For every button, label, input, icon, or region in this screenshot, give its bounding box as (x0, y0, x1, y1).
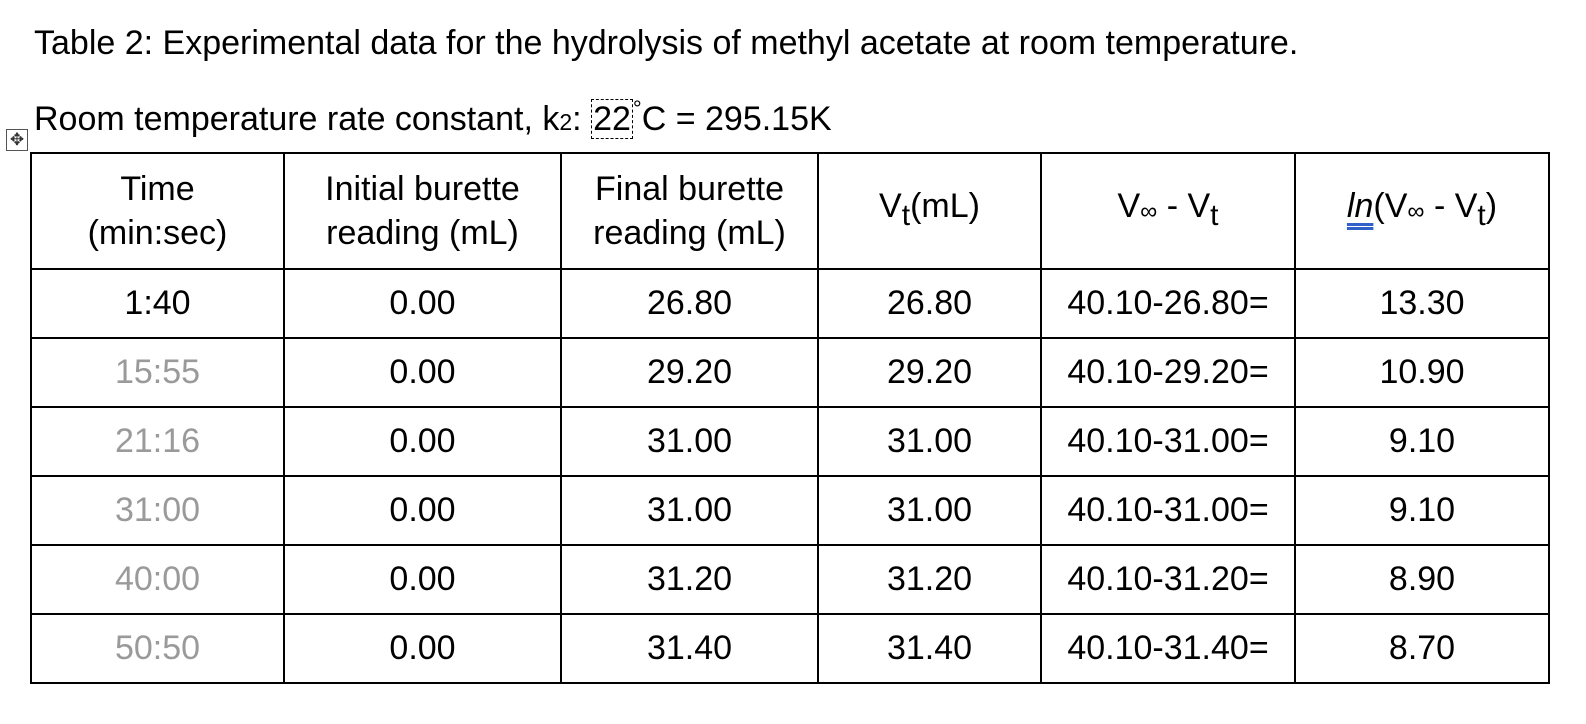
table-row (31, 338, 1549, 407)
degree-symbol: ° (632, 96, 642, 121)
header-initial-reading: Initial burette reading (mL) (284, 153, 561, 269)
table-row (31, 269, 1549, 338)
cell-final: 31.00 (561, 476, 818, 545)
cell-diff: 40.10-31.20= (1041, 545, 1295, 614)
table-row (31, 476, 1549, 545)
header-time: Time (min:sec) (31, 153, 284, 269)
k-subscript: 2 (559, 109, 573, 135)
cell-final: 31.00 (561, 407, 818, 476)
cell-time: 40:00 (31, 545, 284, 614)
cell-initial: 0.00 (284, 476, 561, 545)
ln-spellcheck-word[interactable]: ln (1346, 187, 1374, 225)
cell-vt: 26.80 (818, 269, 1041, 338)
rate-constant-line (34, 86, 832, 145)
cell-ln: 10.90 (1295, 338, 1549, 407)
table-row (31, 407, 1549, 476)
cell-diff: 40.10-31.40= (1041, 614, 1295, 683)
cell-vt: 31.00 (818, 476, 1041, 545)
cell-initial: 0.00 (284, 338, 561, 407)
cell-vt: 31.00 (818, 407, 1041, 476)
cell-ln: 8.70 (1295, 614, 1549, 683)
table-move-handle-icon[interactable]: ✥ (6, 129, 28, 151)
cell-initial: 0.00 (284, 614, 561, 683)
cell-time: 15:55 (31, 338, 284, 407)
cell-time: 31:00 (31, 476, 284, 545)
cell-final: 31.40 (561, 614, 818, 683)
cell-time: 1:40 (31, 269, 284, 338)
data-table (30, 152, 1550, 684)
header-vinf-minus-vt: V∞ - Vt (1041, 153, 1295, 269)
rate-constant-colon: : (572, 100, 592, 138)
cell-ln: 13.30 (1295, 269, 1549, 338)
cell-diff: 40.10-29.20= (1041, 338, 1295, 407)
cell-diff: 40.10-26.80= (1041, 269, 1295, 338)
cell-time: 50:50 (31, 614, 284, 683)
table-row (31, 614, 1549, 683)
header-ln: ln(V∞ - Vt) (1295, 153, 1549, 269)
cell-initial: 0.00 (284, 269, 561, 338)
cell-diff: 40.10-31.00= (1041, 407, 1295, 476)
cell-ln: 8.90 (1295, 545, 1549, 614)
cell-initial: 0.00 (284, 545, 561, 614)
table-row (31, 545, 1549, 614)
header-final-reading: Final burette reading (mL) (561, 153, 818, 269)
cell-diff: 40.10-31.00= (1041, 476, 1295, 545)
cell-vt: 31.20 (818, 545, 1041, 614)
cell-vt: 31.40 (818, 614, 1041, 683)
cell-time: 21:16 (31, 407, 284, 476)
cell-final: 31.20 (561, 545, 818, 614)
table-caption: Table 2: Experimental data for the hydrolysis of methyl acetate at room temperature. (34, 24, 1299, 62)
rate-constant-prefix: Room temperature rate constant, k (34, 100, 560, 138)
temperature-suffix: C = 295.15K (641, 100, 832, 138)
cell-initial: 0.00 (284, 407, 561, 476)
cell-final: 29.20 (561, 338, 818, 407)
cell-ln: 9.10 (1295, 407, 1549, 476)
temperature-field[interactable]: 22 (593, 100, 631, 138)
header-vt: Vt(mL) (818, 153, 1041, 269)
cell-ln: 9.10 (1295, 476, 1549, 545)
header-row (31, 153, 1549, 269)
cell-final: 26.80 (561, 269, 818, 338)
cell-vt: 29.20 (818, 338, 1041, 407)
